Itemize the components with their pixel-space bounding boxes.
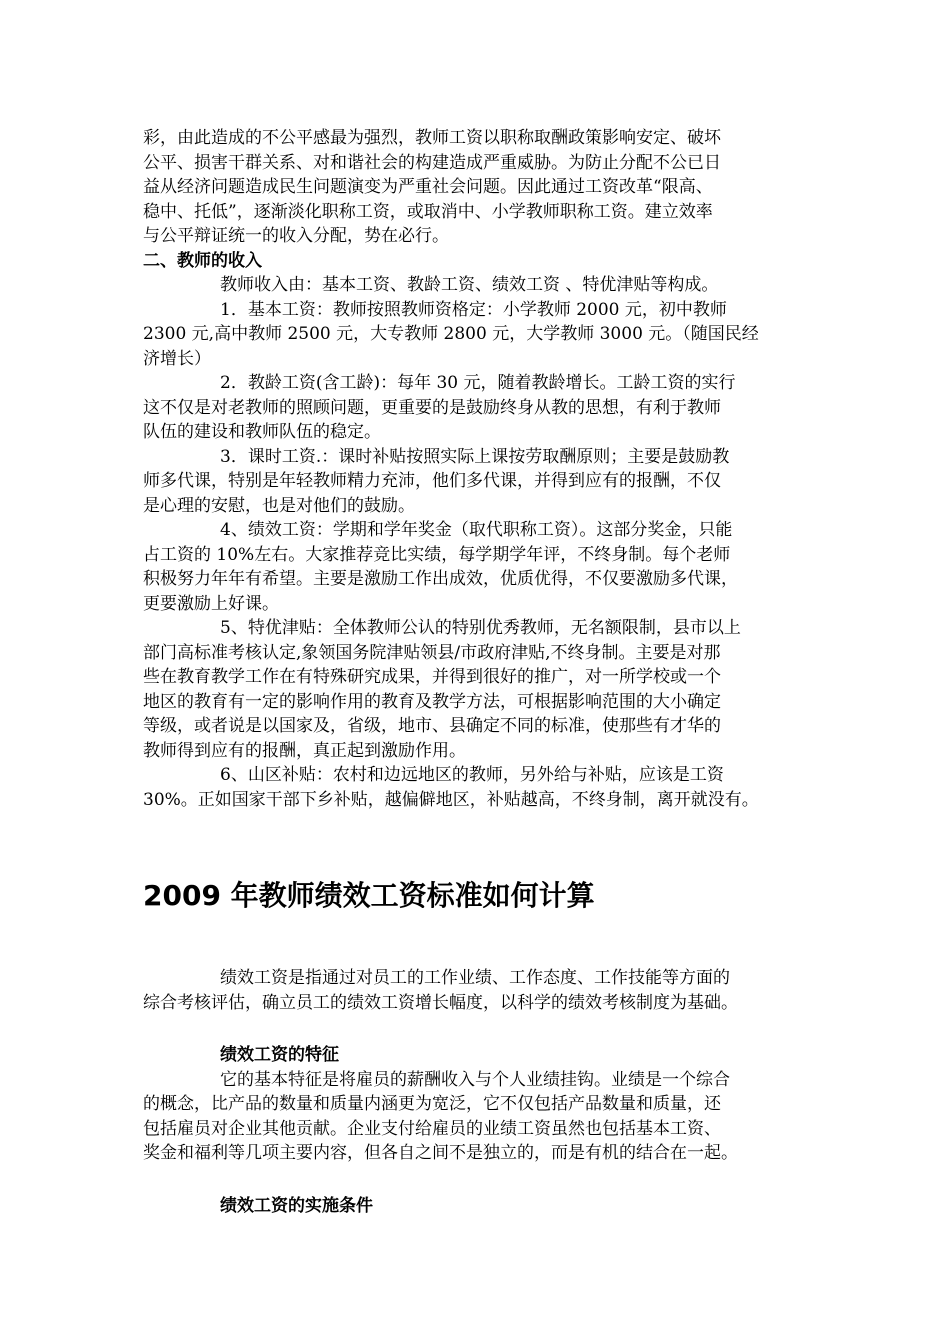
paragraph-line: 等级，或者说是以国家及，省级，地市、县确定不同的标准，使那些有才华的	[143, 716, 721, 736]
paragraph-line: 30%。正如国家干部下乡补贴，越偏僻地区，补贴越高，不终身制，离开就没有。	[143, 789, 759, 810]
paragraph-line: 队伍的建设和教师队伍的稳定。	[143, 422, 381, 442]
paragraph-line: 2．教龄工资(含工龄)：每年 30 元，随着教龄增长。工龄工资的实行	[220, 373, 736, 393]
paragraph-line: 3．课时工资.：课时补贴按照实际上课按劳取酬原则；主要是鼓励教	[220, 446, 730, 467]
paragraph-line: 教师收入由：基本工资、教龄工资、绩效工资 、特优津贴等构成。	[220, 275, 719, 295]
section2-intro	[143, 966, 823, 1015]
paragraph-line: 4、绩效工资：学期和学年奖金（取代职称工资）。这部分奖金，只能	[220, 520, 733, 540]
paragraph-line: 6、山区补贴：农村和边远地区的教师，另外给与补贴，应该是工资	[220, 765, 724, 785]
subsection-title: 绩效工资的特征	[220, 1045, 339, 1065]
paragraph-line: 1．基本工资：教师按照教师资格定：小学教师 2000 元，初中教师	[220, 299, 727, 320]
paragraph-line: 积极努力年年有希望。主要是激励工作出成效，优质优得，不仅要激励多代课，	[143, 569, 738, 589]
text-line: 益从经济问题造成民生问题演变为严重社会问题。因此通过工资改革“限高、	[143, 177, 713, 197]
paragraph-line: 更要激励上好课。	[143, 593, 279, 614]
paragraph-line: 的概念，比产品的数量和质量内涵更为宽泛，它不仅包括产品数量和质量，还	[143, 1094, 721, 1114]
paragraph-line: 综合考核评估，确立员工的绩效工资增长幅度，以科学的绩效考核制度为基础。	[143, 992, 738, 1013]
paragraph-line: 5、特优津贴：全体教师公认的特别优秀教师，无名额限制，县市以上	[220, 618, 741, 638]
paragraph-line: 济增长）	[143, 348, 211, 369]
text-line: 彩，由此造成的不公平感最为强烈，教师工资以职称取酬政策影响安定、破坏	[143, 128, 721, 148]
paragraph-line: 部门高标准考核认定,象领国务院津贴领县/市政府津贴,不终身制。主要是对那	[143, 642, 721, 663]
paragraph-line: 2300 元,高中教师 2500 元，大专教师 2800 元，大学教师 3000 元。（随国民经	[143, 324, 759, 344]
paragraph-line: 是心理的安慰，也是对他们的鼓励。	[143, 495, 415, 516]
section-heading: 二、教师的收入	[143, 250, 262, 271]
text-line: 稳中、托低”，逐渐淡化职称工资，或取消中、小学教师职称工资。建立效率	[143, 201, 713, 222]
paragraph-line: 师多代课，特别是年轻教师精力充沛，他们多代课，并得到应有的报酬，不仅	[143, 471, 721, 491]
subsection-characteristics	[143, 1043, 823, 1166]
paragraph-line: 些在教育教学工作在有特殊研究成果，并得到很好的推广，对一所学校或一个	[143, 667, 721, 687]
article-title: 2009 年教师绩效工资标准如何计算	[143, 879, 595, 912]
paragraph-line: 占工资的 10%左右。大家推荐竞比实绩，每学期学年评，不终身制。每个老师	[143, 544, 731, 565]
paragraph-line: 奖金和福利等几项主要内容，但各自之间不是独立的，而是有机的结合在一起。	[143, 1143, 738, 1163]
paragraph-line: 地区的教育有一定的影响作用的教育及教学方法，可根据影响范围的大小确定	[143, 691, 721, 712]
paragraph-line: 教师得到应有的报酬，真正起到激励作用。	[143, 740, 466, 761]
text-line: 公平、损害干群关系、对和谐社会的构建造成严重威胁。为防止分配不公已日	[143, 152, 721, 173]
text-line: 与公平辩证统一的收入分配，势在必行。	[143, 226, 449, 246]
section1-intro	[143, 126, 823, 812]
paragraph-line: 这不仅是对老教师的照顾问题，更重要的是鼓励终身从教的思想，有利于教师	[143, 397, 721, 418]
paragraph-line: 绩效工资是指通过对员工的工作业绩、工作态度、工作技能等方面的	[220, 968, 730, 988]
paragraph-line: 包括雇员对企业其他贡献。企业支付给雇员的业绩工资虽然也包括基本工资、	[143, 1118, 721, 1139]
subsection-title: 绩效工资的实施条件	[220, 1196, 373, 1216]
subsection-conditions	[143, 1194, 823, 1219]
paragraph-line: 它的基本特征是将雇员的薪酬收入与个人业绩挂钩。业绩是一个综合	[220, 1069, 730, 1090]
